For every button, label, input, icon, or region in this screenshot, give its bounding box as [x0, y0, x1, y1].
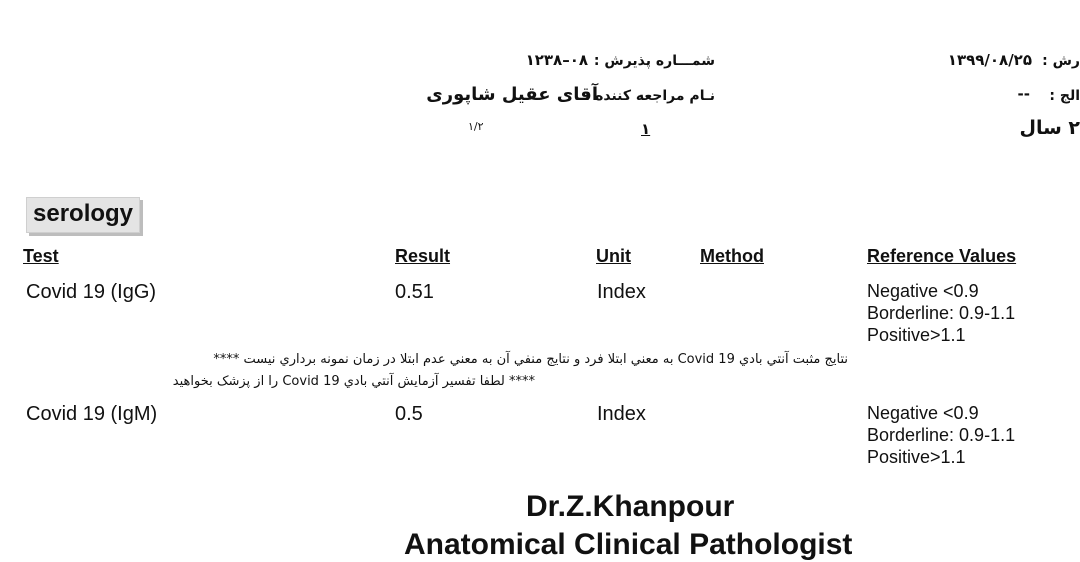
reference-negative: Negative <0.9 — [867, 281, 979, 301]
signing-doctor-name: Dr.Z.Khanpour — [526, 490, 735, 523]
note-line-1: نتايج مثبت آنتي بادي Covid 19 به معني ابتلا فرد و نتايج منفي آن به معني عدم ابتلا در زمان نمونه برداري نيست **** — [213, 352, 848, 367]
result-value: 0.51 — [395, 281, 434, 303]
patient-name: آقای عقیل شاپوری — [426, 84, 598, 105]
section-title: serology — [26, 197, 140, 233]
date-label: رش : — [1042, 53, 1080, 69]
signing-doctor-title: Anatomical Clinical Pathologist — [404, 528, 853, 561]
reference-values — [867, 402, 1015, 468]
col-header-reference: Reference Values — [867, 246, 1017, 266]
test-name: Covid 19 (IgG) — [26, 281, 157, 303]
unit-value: Index — [597, 403, 646, 425]
result-value: 0.5 — [395, 403, 423, 425]
col-header-method: Method — [700, 246, 764, 266]
date-value: ۱۳۹۹/۰۸/۲۵ — [947, 51, 1032, 69]
test-name: Covid 19 (IgM) — [26, 403, 158, 425]
patient-name-label: نـام مراجعه کننده : — [584, 88, 715, 104]
doctor-value: -- — [1017, 85, 1030, 103]
reference-positive: Positive>1.1 — [867, 447, 966, 467]
reference-borderline: Borderline: 0.9-1.1 — [867, 425, 1016, 445]
reference-positive: Positive>1.1 — [867, 325, 966, 345]
unit-value: Index — [597, 281, 646, 303]
col-header-result: Result — [395, 246, 451, 266]
col-header-unit: Unit — [596, 246, 631, 266]
doctor-label: الج : — [1049, 88, 1080, 104]
reference-values — [867, 280, 1015, 346]
page-fraction: ۱/۲ — [468, 120, 484, 133]
admission-number: ۰۸–۱۲۳۸ — [525, 51, 588, 69]
admission-label: شمـــاره پذیرش : — [593, 53, 715, 69]
note-line-2: **** لطفا تفسير آزمايش آنتي بادي Covid 19 را از پزشک بخواهيد — [172, 374, 535, 389]
patient-age: ۲ سال — [1019, 117, 1080, 139]
reference-borderline: Borderline: 0.9-1.1 — [867, 303, 1016, 323]
reference-negative: Negative <0.9 — [867, 403, 979, 423]
page-number: ۱ — [641, 120, 651, 138]
col-header-test: Test — [23, 246, 59, 266]
